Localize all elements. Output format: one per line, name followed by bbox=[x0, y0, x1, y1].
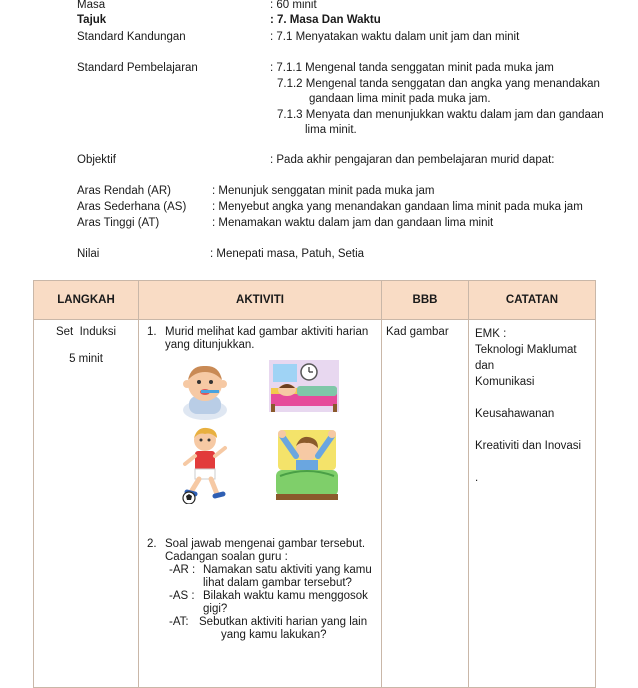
header-bbb: BBB bbox=[382, 281, 469, 320]
langkah-cell bbox=[34, 320, 139, 688]
question-ar: -AR : Namakan satu aktiviti yang kamu lihat dalam gambar tersebut? bbox=[169, 564, 372, 589]
tajuk-value: : 7. Masa Dan Waktu bbox=[270, 14, 381, 26]
objektif-label: Objektif bbox=[77, 154, 116, 166]
masa-value: : 60 minit bbox=[270, 0, 317, 11]
catatan-line: dan bbox=[475, 360, 495, 372]
bbb-cell bbox=[382, 320, 469, 688]
langkah-text: Set Induksi bbox=[55, 326, 117, 338]
nilai-label: Nilai bbox=[77, 248, 100, 260]
standard-pembelajaran-label: Standard Pembelajaran bbox=[77, 62, 198, 74]
catatan-line: EMK : bbox=[475, 328, 507, 340]
catatan-line: Kreativiti dan Inovasi bbox=[475, 440, 582, 452]
catatan-cell bbox=[469, 320, 596, 688]
activity-item-1: 1. Murid melihat kad gambar aktiviti harian yang ditunjukkan. bbox=[147, 326, 369, 351]
standard-kandungan-label: Standard Kandungan bbox=[77, 31, 186, 43]
aras-sederhana-value: : Menyebut angka yang menandakan gandaan lima minit pada muka jam bbox=[212, 201, 583, 213]
activity-pictures bbox=[147, 358, 377, 528]
sp-item-2-line-1: 7.1.2 Mengenal tanda senggatan dan angka yang menandakan bbox=[277, 78, 600, 90]
header-catatan: CATATAN bbox=[469, 281, 596, 320]
nilai-value: : Menepati masa, Patuh, Setia bbox=[210, 248, 365, 260]
aras-tinggi-value: : Menamakan waktu dalam jam dan gandaan lima minit bbox=[212, 217, 494, 229]
masa-label: Masa bbox=[77, 0, 106, 11]
bbb-text: Kad gambar bbox=[386, 326, 449, 338]
tajuk-label: Tajuk bbox=[77, 14, 107, 26]
aras-rendah-label: Aras Rendah (AR) bbox=[77, 185, 171, 197]
sp-item-1: : 7.1.1 Mengenal tanda senggatan minit pada muka jam bbox=[270, 62, 554, 74]
objektif-value: : Pada akhir pengajaran dan pembelajaran murid dapat: bbox=[270, 154, 555, 166]
boy-playing-football-image bbox=[177, 426, 233, 504]
standard-kandungan-value: : 7.1 Menyatakan waktu dalam unit jam dan minit bbox=[270, 31, 520, 43]
child-waking-up-image bbox=[272, 420, 342, 506]
aktiviti-cell bbox=[139, 320, 382, 688]
baby-brushing-teeth-image bbox=[177, 360, 233, 420]
aras-sederhana-label: Aras Sederhana (AS) bbox=[77, 201, 187, 213]
sp-item-3-line-1: 7.1.3 Menyata dan menunjukkan waktu dalam jam dan gandaan bbox=[277, 109, 604, 121]
sp-item-3-line-2: lima minit. bbox=[305, 124, 357, 136]
question-as: -AS : Bilakah waktu kamu menggosok gigi? bbox=[169, 590, 368, 615]
question-at: -AT: Sebutkan aktiviti harian yang lain yang kamu lakukan? bbox=[169, 616, 368, 641]
lesson-table bbox=[33, 280, 596, 688]
aras-rendah-value: : Menunjuk senggatan minit pada muka jam bbox=[212, 185, 435, 197]
header-langkah: LANGKAH bbox=[34, 281, 139, 320]
sp-item-2-line-2: gandaan lima minit pada muka jam. bbox=[309, 93, 491, 105]
header-aktiviti: AKTIVITI bbox=[139, 281, 382, 320]
table-header-row bbox=[34, 281, 596, 320]
child-sleeping-image bbox=[267, 358, 341, 414]
table-row bbox=[34, 320, 596, 688]
catatan-line: Komunikasi bbox=[475, 376, 535, 388]
catatan-line: Teknologi Maklumat bbox=[475, 344, 577, 356]
langkah-duration: 5 minit bbox=[69, 353, 103, 365]
catatan-line: Keusahawanan bbox=[475, 408, 555, 420]
aras-tinggi-label: Aras Tinggi (AT) bbox=[77, 217, 160, 229]
catatan-line: . bbox=[475, 472, 479, 484]
activity-item-2: 2. Soal jawab mengenai gambar tersebut. Cadangan soalan guru : -AR : Namakan satu aktiviti yang kamu lihat dalam gambar tersebut? -AS : Bilakah waktu kamu menggosok gigi? -AT: Sebutkan aktiviti harian yang lain yang kamu lakukan? bbox=[147, 538, 377, 642]
